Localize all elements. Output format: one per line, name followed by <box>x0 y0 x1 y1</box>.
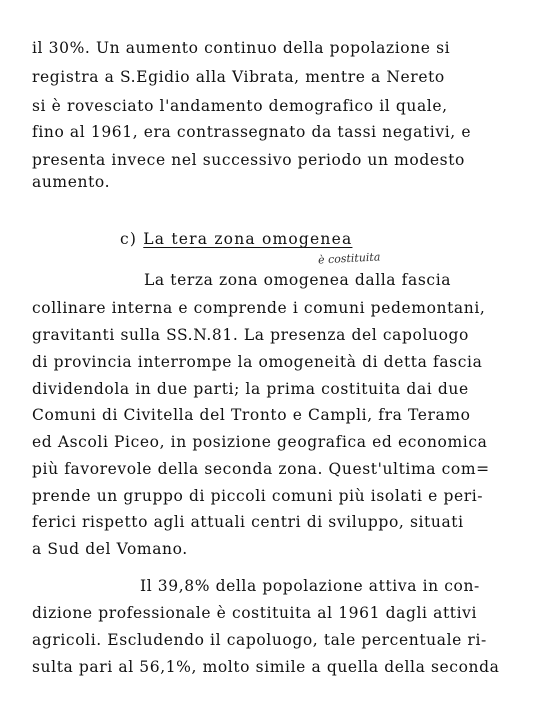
text-line: dizione professionale è costituita al 1961 dagli attivi <box>32 604 478 622</box>
section-heading <box>120 230 352 248</box>
text-line: La terza zona omogenea dalla fascia <box>144 271 452 289</box>
text-line: di provincia interrompe la omogeneità di detta fascia <box>32 353 483 371</box>
text-line: prende un gruppo di piccoli comuni più isolati e peri- <box>32 487 484 505</box>
text-line: registra a S.Egidio alla Vibrata, mentre a Nereto <box>32 68 445 86</box>
text-line: il 30%. Un aumento continuo della popolazione si <box>32 39 451 57</box>
text-line: ferici rispetto agli attuali centri di sviluppo, situati <box>32 513 464 531</box>
text-line: agricoli. Escludendo il capoluogo, tale percentuale ri- <box>32 631 487 649</box>
text-line: sulta pari al 56,1%, molto simile a quella della seconda <box>32 658 500 676</box>
text-line: Comuni di Civitella del Tronto e Campli, fra Teramo <box>32 406 471 424</box>
text-line: dividendola in due parti; la prima costituita dai due <box>32 380 469 398</box>
handwritten-annotation: è costituita <box>317 250 381 267</box>
text-line: collinare interna e comprende i comuni pedemontani, <box>32 299 486 317</box>
section-marker: c) <box>120 230 138 248</box>
text-line: Il 39,8% della popolazione attiva in con- <box>140 577 480 595</box>
text-line: più favorevole della seconda zona. Quest'ultima com= <box>32 460 490 478</box>
text-line: fino al 1961, era contrassegnato da tassi negativi, e <box>32 123 472 141</box>
text-line: ed Ascoli Piceo, in posizione geografica ed economica <box>32 433 488 451</box>
text-line: gravitanti sulla SS.N.81. La presenza del capoluogo <box>32 326 469 344</box>
section-title: La tera zona omogenea <box>143 230 353 248</box>
text-line: si è rovesciato l'andamento demografico il quale, <box>32 97 448 115</box>
text-line: a Sud del Vomano. <box>32 540 188 558</box>
text-line: aumento. <box>32 173 111 191</box>
text-line: presenta invece nel successivo periodo un modesto <box>32 151 465 169</box>
